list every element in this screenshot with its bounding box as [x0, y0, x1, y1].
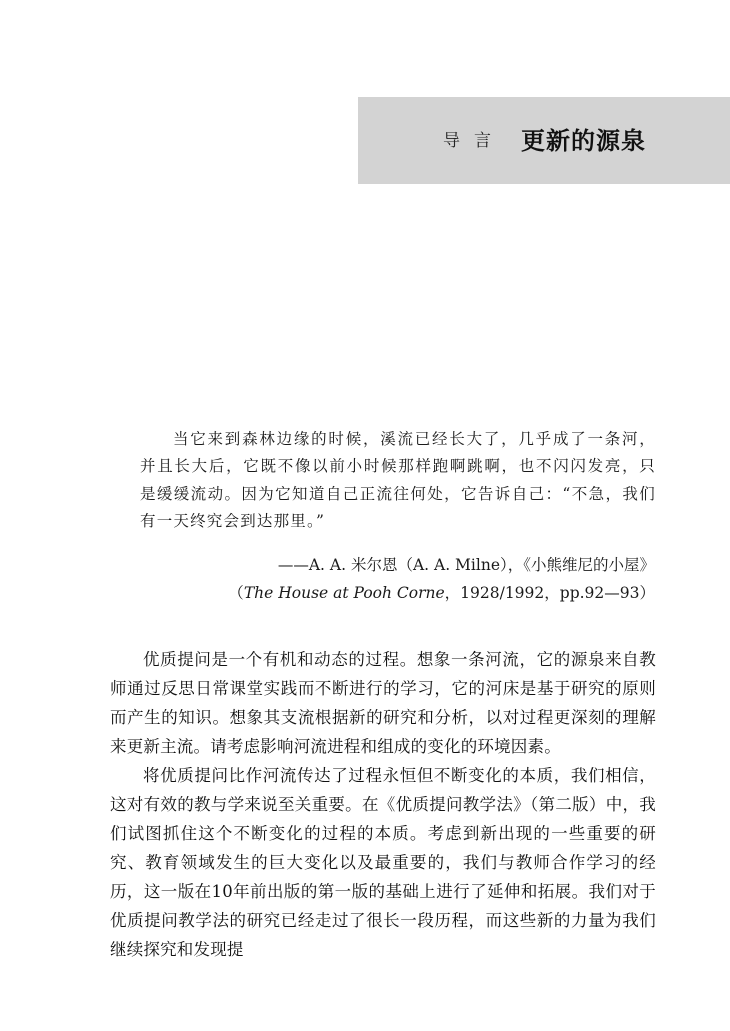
source-book-title: The House at Pooh Corne — [243, 584, 445, 602]
epigraph-source — [228, 581, 655, 603]
chapter-title: 更新的源泉 — [521, 127, 646, 155]
source-details: ，1928/1992，pp.92—93） — [444, 584, 655, 602]
body-paragraph: 优质提问是一个有机和动态的过程。想象一条河流，它的源泉来自教师通过反思日常课堂实践而不断进行的学习，它的河床是基于研究的原则而产生的知识。想象其支流根据新的研究和分析，以对过程更深刻的理解来更新主流。请考虑影响河流进程和组成的变化的环境因素。 — [110, 650, 656, 756]
epigraph-attribution: ——A. A. 米尔恩（A. A. Milne），《小熊维尼的小屋》 — [277, 556, 655, 574]
chapter-label: 导言 — [443, 131, 505, 151]
epigraph-quote: 当它来到森林边缘的时候，溪流已经长大了，几乎成了一条河，并且长大后，它既不像以前小时候那样跑啊跳啊，也不闪闪发亮，只是缓缓流动。因为它知道自己正流往何处，它告诉自己：“不急，我们有一天终究会到达那里。” — [140, 430, 656, 530]
source-open: （ — [228, 584, 244, 602]
body-text — [110, 645, 656, 964]
body-paragraph: 将优质提问比作河流传达了过程永恒但不断变化的本质，我们相信，这对有效的教与学来说至关重要。在《优质提问教学法》（第二版）中，我们试图抓住这个不断变化的过程的本质。考虑到新出现的一些重要的研究、教育领域发生的巨大变化以及最重要的，我们与教师合作学习的经历，这一版在10年前出版的第一版的基础上进行了延伸和拓展。我们对于优质提问教学法的研究已经走过了很长一段历程，而这些新的力量为我们继续探究和发现提 — [110, 766, 656, 959]
